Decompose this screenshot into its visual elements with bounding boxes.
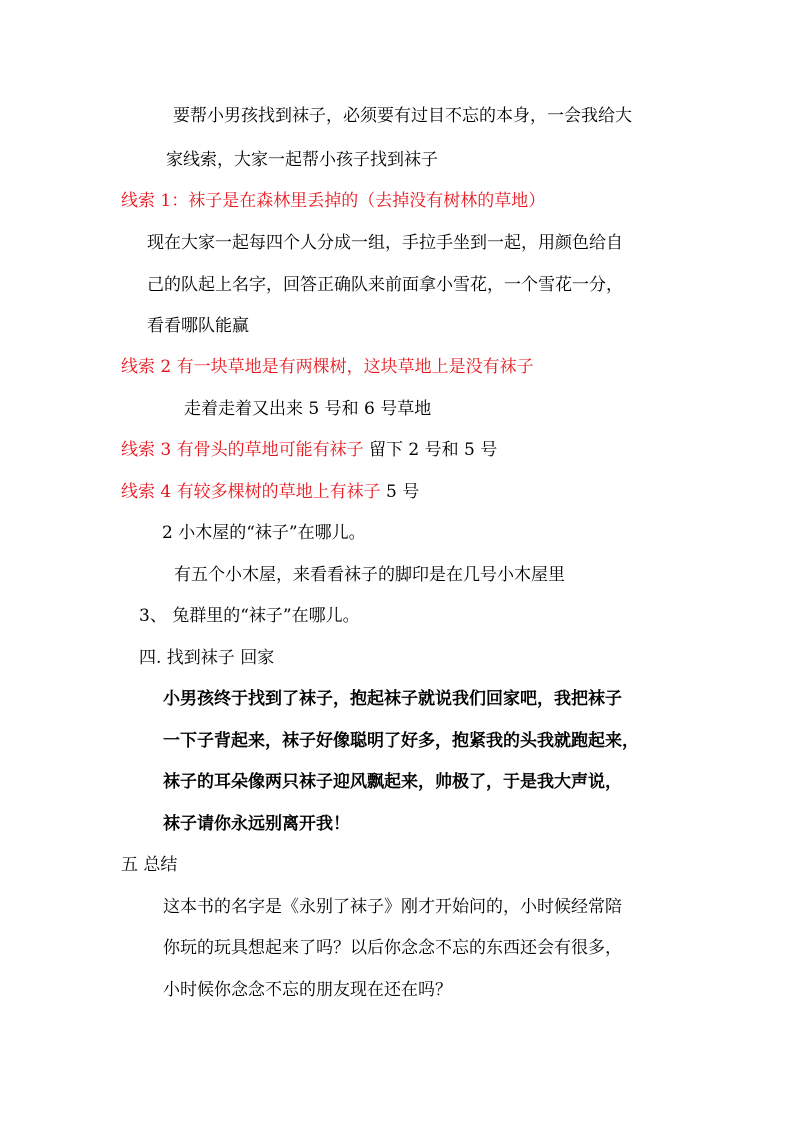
paragraph-line: 看看哪队能赢 [147, 316, 249, 336]
clue-4-text: 线索 4 有较多棵树的草地上有袜子 [121, 482, 381, 502]
paragraph-line: 小时候你念念不忘的朋友现在还在吗？ [163, 980, 452, 1000]
clue-1-line: 线索 1：袜子是在森林里丢掉的（去掉没有树林的草地） [121, 191, 546, 211]
clue-4-note: 5 号 [380, 482, 420, 502]
clue-3-line [121, 439, 497, 461]
bold-paragraph-line: 袜子的耳朵像两只袜子迎风飘起来，帅极了，于是我大声说， [163, 772, 622, 792]
section-heading: 2 小木屋的“袜子”在哪儿。 [162, 523, 366, 543]
bold-paragraph-line: 小男孩终于找到了袜子，抱起袜子就说我们回家吧，我把袜子 [163, 689, 622, 709]
clue-4-line [121, 481, 419, 503]
paragraph-line: 你玩的玩具想起来了吗？以后你念念不忘的东西还会有很多， [163, 938, 622, 958]
paragraph-line: 己的队起上名字，回答正确队来前面拿小雪花，一个雪花一分， [147, 275, 623, 295]
paragraph-line: 走着走着又出来 5 号和 6 号草地 [184, 399, 432, 419]
paragraph-line: 家线索，大家一起帮小孩子找到袜子 [166, 150, 438, 170]
section-heading: 五 总结 [121, 855, 178, 875]
bold-paragraph-line: 一下子背起来，袜子好像聪明了好多，抱紧我的头我就跑起来， [163, 731, 639, 751]
clue-3-note: 留下 2 号和 5 号 [363, 440, 498, 460]
section-heading: 四. 找到袜子 回家 [139, 648, 275, 668]
paragraph-line: 要帮小男孩找到袜子，必须要有过目不忘的本身，一会我给大 [173, 106, 632, 126]
clue-2-line: 线索 2 有一块草地是有两棵树，这块草地上是没有袜子 [121, 357, 534, 377]
paragraph-line: 现在大家一起每四个人分成一组，手拉手坐到一起，用颜色给自 [147, 233, 623, 253]
paragraph-line: 有五个小木屋，来看看袜子的脚印是在几号小木屋里 [174, 565, 565, 585]
paragraph-line: 这本书的名字是《永别了袜子》刚才开始问的，小时候经常陪 [163, 897, 622, 917]
section-heading: 3、 兔群里的“袜子”在哪儿。 [139, 606, 360, 626]
bold-paragraph-line: 袜子请你永远别离开我！ [163, 814, 350, 834]
clue-3-text: 线索 3 有骨头的草地可能有袜子 [121, 440, 364, 460]
